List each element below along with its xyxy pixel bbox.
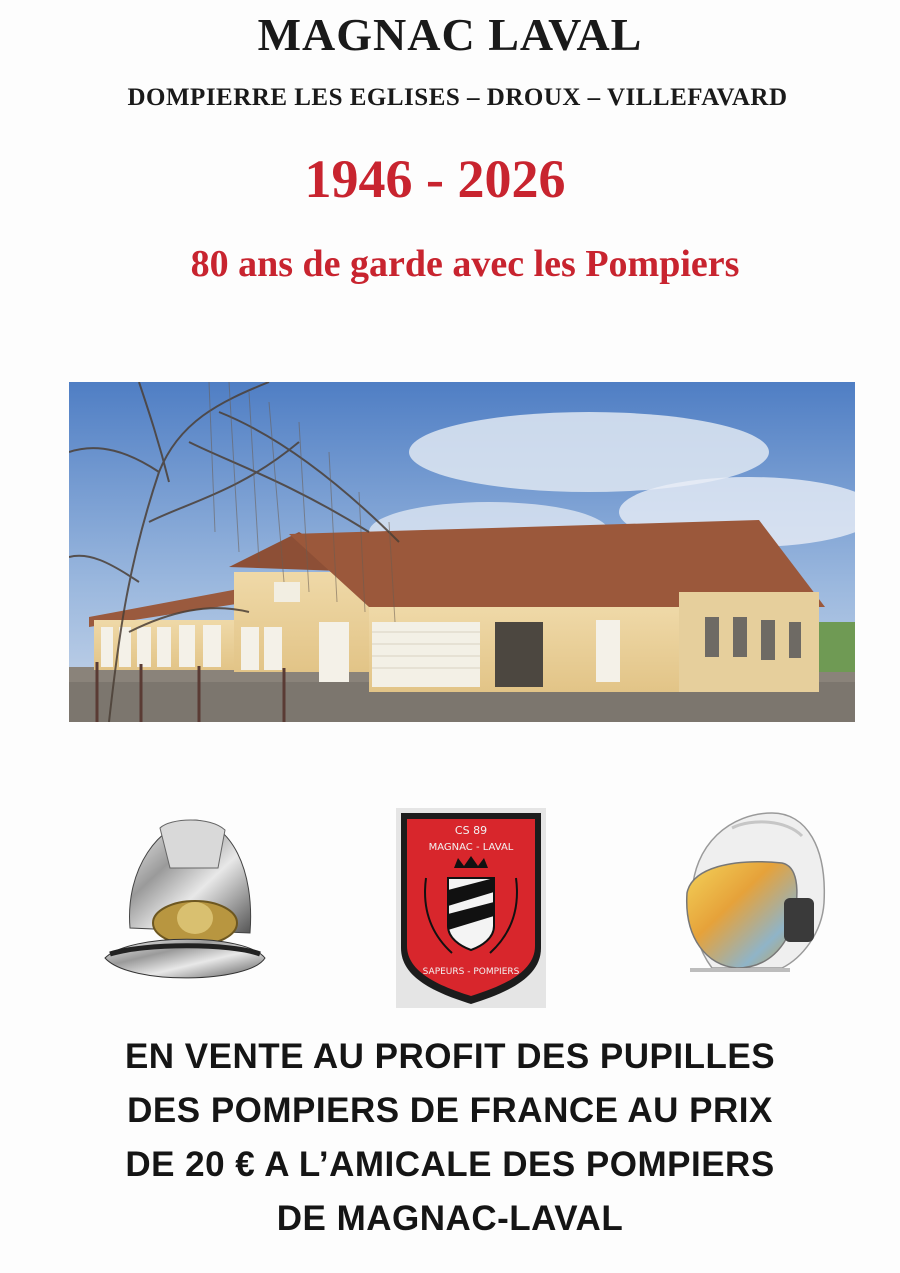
page-subtitle: DOMPIERRE LES EGLISES – DROUX – VILLEFAVARD: [127, 84, 788, 111]
anniversary-years: 1946 - 2026: [304, 149, 566, 209]
badge-line-2: MAGNAC - LAVAL: [428, 842, 514, 853]
sale-line-1: EN VENTE AU PROFIT DES PUPILLES: [124, 1037, 776, 1076]
sale-line-2: DES POMPIERS DE FRANCE AU PRIX: [127, 1091, 773, 1130]
fire-brigade-patch-icon: [396, 808, 546, 1008]
badge-line-3: SAPEURS - POMPIERS: [422, 967, 520, 977]
anniversary-tagline: 80 ans de garde avec les Pompiers: [190, 243, 740, 285]
sale-line-4: DE MAGNAC-LAVAL: [276, 1199, 624, 1238]
sale-announcement: [0, 1030, 900, 1246]
page-title: MAGNAC LAVAL: [257, 9, 643, 60]
modern-firefighter-helmet-icon: [672, 808, 832, 988]
fire-station-photo: [69, 382, 855, 722]
badge-line-1: CS 89: [454, 824, 488, 837]
chrome-firefighter-helmet-icon: [100, 808, 270, 1008]
sale-line-3: DE 20 € A L’AMICALE DES POMPIERS: [125, 1145, 775, 1184]
